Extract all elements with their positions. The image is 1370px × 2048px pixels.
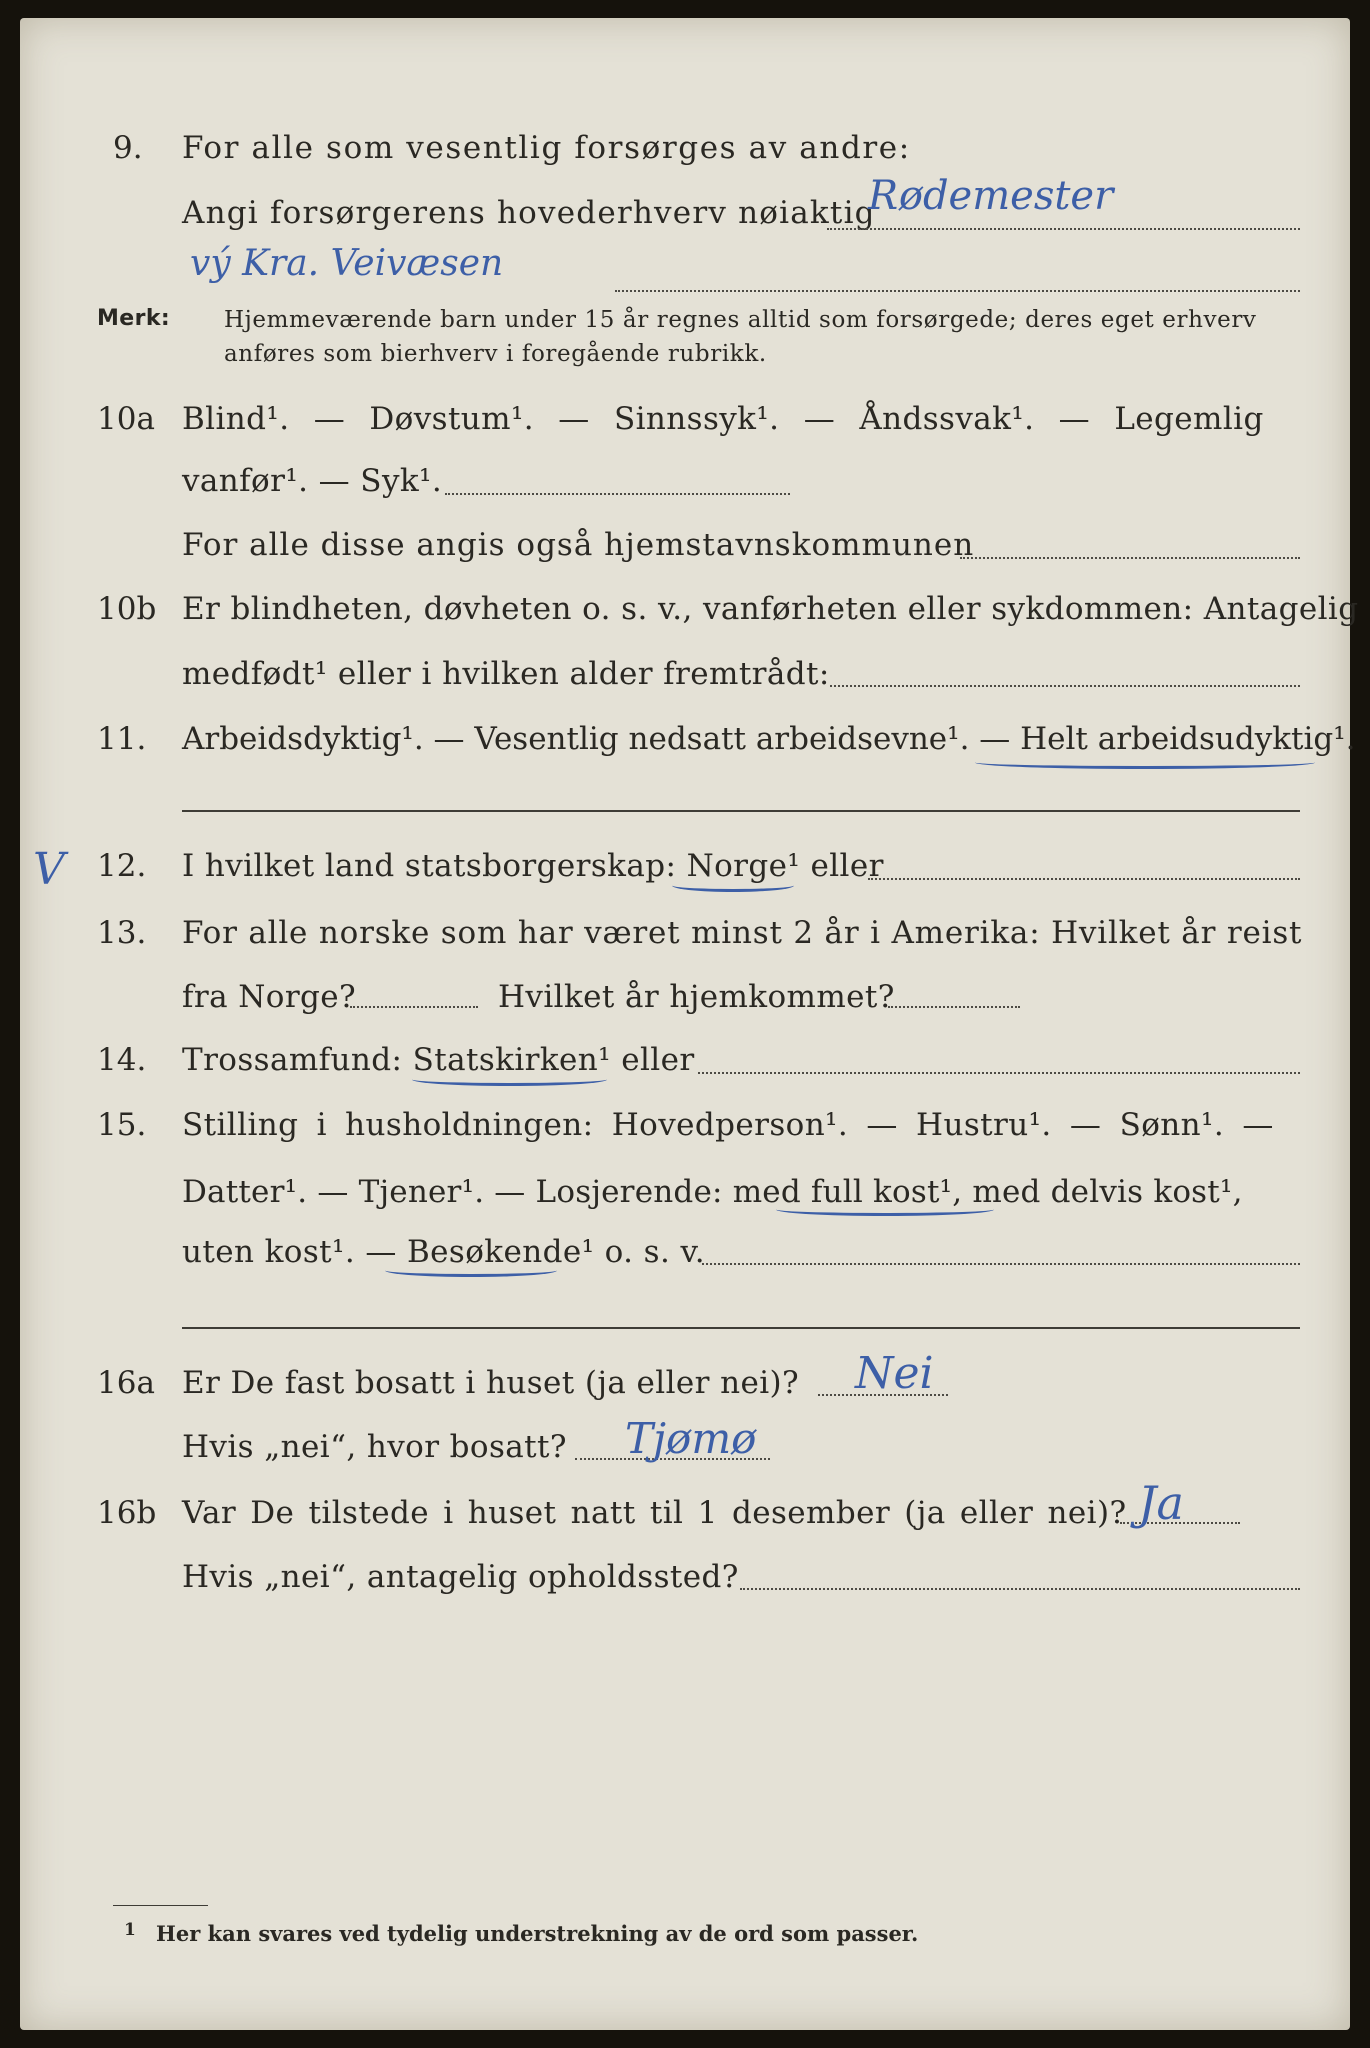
q16b-line1: Var De tilstede i huset natt til 1 desember (ja eller nei)? <box>182 1495 1127 1531</box>
q16a-handwritten-answer: Nei <box>855 1348 934 1399</box>
q13-answer-line-1 <box>350 1006 478 1008</box>
footnote-text: Her kan svares ved tydelig understrekning av de ord som passer. <box>156 1921 919 1946</box>
q16a-number: 16a <box>97 1365 155 1401</box>
q16b-number: 16b <box>97 1495 157 1531</box>
q16b-handwritten-answer: Ja <box>1138 1476 1184 1530</box>
q10b-line1: Er blindheten, døvheten o. s. v., vanførheten eller sykdommen: Antagelig <box>182 591 1359 627</box>
q15-line1: Stilling i husholdningen: Hovedperson¹. — Hustru¹. — Sønn¹. — <box>182 1107 1274 1143</box>
q15-line3: uten kost¹. — Besøkende¹ o. s. v. <box>182 1234 705 1270</box>
q10b-number: 10b <box>97 591 157 627</box>
q14-number: 14. <box>97 1042 147 1078</box>
q10b-line2: medfødt¹ eller i hvilken alder fremtrådt: <box>182 656 830 692</box>
q13-line1: For alle norske som har været minst 2 år i Amerika: Hvilket år reist <box>182 915 1303 951</box>
q9-handwritten-answer-2: vý Kra. Veivæsen <box>190 243 504 284</box>
q10a-line3: For alle disse angis også hjemstavnskommunen <box>182 527 975 563</box>
q15-underline-besokende <box>385 1264 557 1277</box>
q9-line2: Angi forsørgerens hovederhverv nøiaktig <box>182 195 876 231</box>
q11-underline <box>975 756 1315 769</box>
q12-number: 12. <box>97 848 147 884</box>
q15-rule <box>182 1327 1300 1329</box>
q16a-handwritten-answer-2: Tjømø <box>625 1414 757 1463</box>
q10b-answer-line <box>830 685 1300 687</box>
q16a-line1: Er De fast bosatt i huset (ja eller nei)? <box>182 1365 800 1401</box>
footnote-rule <box>113 1905 208 1906</box>
q15-answer-line <box>702 1263 1300 1265</box>
q16a-line2: Hvis „nei“, hvor bosatt? <box>182 1429 567 1465</box>
q10a-answer-line <box>445 493 790 495</box>
q16b-answer-line <box>740 1588 1300 1590</box>
q13-number: 13. <box>97 915 147 951</box>
q15-number: 15. <box>97 1107 147 1143</box>
q9-handwritten-answer: Rødemester <box>868 173 1114 219</box>
q9-answer-line <box>827 228 1300 230</box>
q10a-answer-line-2 <box>960 557 1300 559</box>
q12-check-mark: V <box>33 844 65 895</box>
q15-underline-kost <box>776 1203 994 1216</box>
q14-line1: Trossamfund: Statskirken¹ eller <box>182 1042 695 1078</box>
q13-line2b: Hvilket år hjemkommet? <box>498 979 895 1015</box>
q14-underline <box>412 1073 607 1086</box>
q16b-line2: Hvis „nei“, antagelig opholdssted? <box>182 1559 739 1595</box>
q9-number: 9. <box>113 130 143 166</box>
footnote-mark: 1 <box>124 1920 136 1940</box>
q12-underline <box>672 879 794 892</box>
q13-line2a: fra Norge? <box>182 979 357 1015</box>
merk-line2: anføres som bierhverv i foregående rubrikk. <box>224 341 767 367</box>
merk-label: Merk: <box>97 306 171 331</box>
q11-rule <box>182 810 1300 812</box>
q10a-line2: vanfør¹. — Syk¹. <box>182 463 443 499</box>
q9-answer-line-2 <box>615 290 1300 292</box>
q10a-number: 10a <box>97 401 155 437</box>
q12-line1: I hvilket land statsborgerskap: Norge¹ eller <box>182 848 884 884</box>
q15-line2: Datter¹. — Tjener¹. — Losjerende: med full kost¹, med delvis kost¹, <box>182 1174 1243 1210</box>
q11-line1: Arbeidsdyktig¹. — Vesentlig nedsatt arbeidsevne¹. — Helt arbeidsudyktig¹. <box>182 721 1356 757</box>
q12-answer-line <box>868 878 1300 880</box>
q14-answer-line <box>698 1072 1300 1074</box>
q10a-line1: Blind¹. — Døvstum¹. — Sinnssyk¹. — Åndssvak¹. — Legemlig <box>182 401 1264 437</box>
q9-line1: For alle som vesentlig forsørges av andre: <box>182 130 911 166</box>
q11-number: 11. <box>97 721 147 757</box>
merk-line1: Hjemmeværende barn under 15 år regnes alltid som forsørgede; deres eget erhverv <box>224 307 1257 333</box>
q13-answer-line-2 <box>888 1006 1020 1008</box>
